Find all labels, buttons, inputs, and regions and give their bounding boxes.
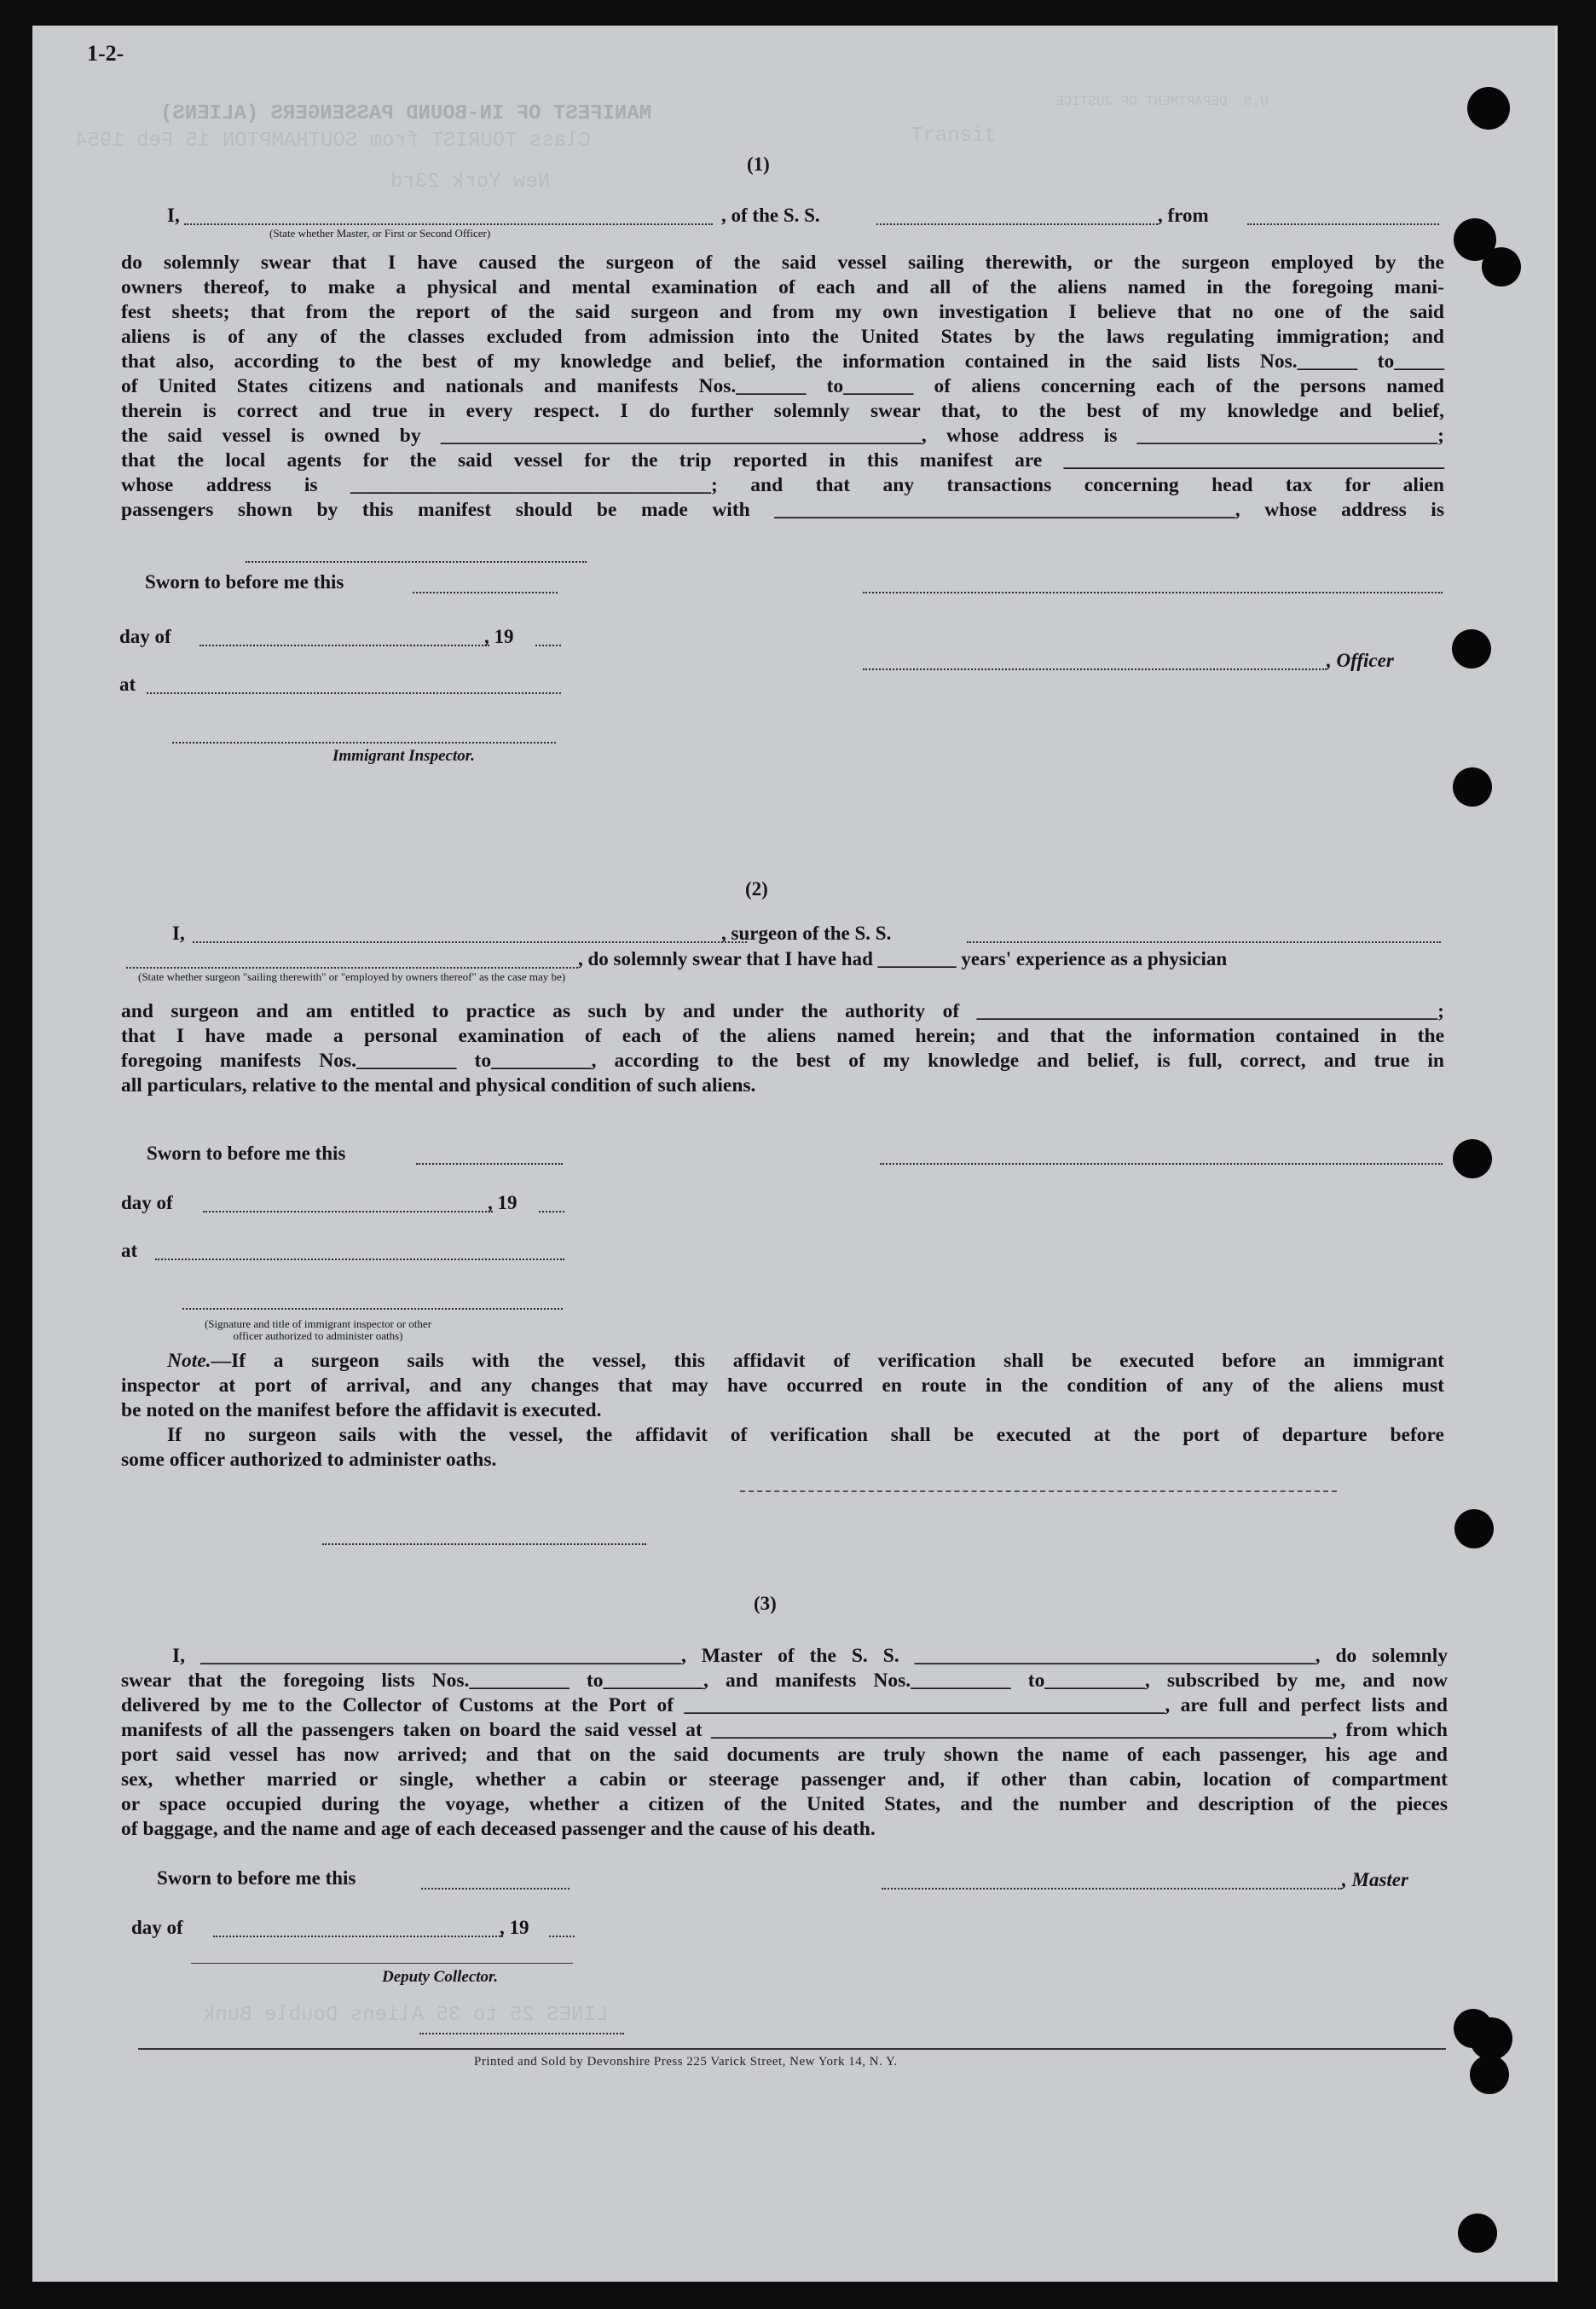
note-line: Note.—If a surgeon sails with the vessel, this affidavit of verification shall be executed before an immigrant (167, 1350, 1444, 1372)
surgeon-swear: , do solemnly swear that I have had ________ years' experience as a physician (578, 948, 1228, 969)
year-label-1: , 19 (484, 626, 514, 647)
sworn-label-1: Sworn to before me this (145, 571, 344, 593)
from-label: , from (1158, 205, 1209, 226)
master-name-line (184, 223, 713, 225)
of-ss-label: , of the S. S. (721, 205, 820, 226)
ghost-dotted-line (322, 1543, 646, 1545)
master-signature-line (882, 1888, 1342, 1889)
officer-label: , Officer (1327, 650, 1394, 671)
oath-line: foregoing manifests Nos.__________ to__________, according to the best of my knowledge and belief, is full, correct, and true in (121, 1050, 1444, 1072)
margin-mark: 1-2- (87, 41, 124, 66)
punch-hole (1453, 1139, 1492, 1178)
day-of-label-3: day of (131, 1917, 183, 1938)
oath-line: and surgeon and am entitled to practice as such by and under the authority of ______________________________________________; (121, 1000, 1444, 1022)
section1-I: I, (167, 205, 180, 226)
oath-line: of baggage, and the name and age of each deceased passenger and the cause of his death. (121, 1818, 876, 1840)
oath-line: of United States citizens and nationals and manifests Nos._______ to_______ of aliens concerning each of the persons named (121, 375, 1444, 397)
punch-hole (1452, 629, 1491, 668)
oath-line: delivered by me to the Collector of Customs at the Port of ________________________________________________, are full and perfect lists and (121, 1694, 1448, 1716)
year-line-3 (549, 1936, 575, 1937)
note-line: If no surgeon sails with the vessel, the affidavit of verification shall be executed at the port of departure before (167, 1424, 1444, 1446)
punch-hole (1467, 87, 1510, 130)
printer-imprint: Printed and Sold by Devonshire Press 225 Varick Street, New York 14, N. Y. (474, 2055, 898, 2069)
surgeon-name-line (193, 941, 747, 943)
sworn-day-line-2 (416, 1163, 563, 1165)
oath-line: that I have made a personal examination of each of the aliens named herein; and that the information contained in the (121, 1025, 1444, 1047)
oath-line: all particulars, relative to the mental and physical condition of such aliens. (121, 1074, 756, 1097)
punch-hole (1470, 2055, 1509, 2094)
oath-line: port said vessel has now arrived; and that on the said documents are truly shown the name of each passenger, his age and (121, 1744, 1448, 1766)
oath-line: passengers shown by this manifest should be made with ______________________________________________, whose address is (121, 499, 1444, 521)
vessel-name-line (876, 223, 1158, 225)
inspector-label: Immigrant Inspector. (332, 747, 475, 765)
sworn-day-line-1 (413, 592, 558, 593)
oath-line: that the local agents for the said vessel for the trip reported in this manifest are ______________________________________ (121, 449, 1444, 472)
oath-line: therein is correct and true in every respect. I do further solemnly swear that, to the best of my knowledge and belief, (121, 400, 1444, 422)
day-of-label-2: day of (121, 1192, 173, 1213)
sworn-day-line-3 (421, 1888, 570, 1889)
at-label-2: at (121, 1240, 138, 1261)
oath-line: I, ________________________________________________, Master of the S. S. ________________________________________, do solemnly (172, 1645, 1448, 1667)
surgeon-of-label: , surgeon of the S. S. (721, 923, 892, 944)
signature-caption: (Signature and title of immigrant inspector or other officer authorized to administer oaths) (204, 1317, 432, 1342)
oath-line: sex, whether married or single, whether a cabin or steerage passenger and, if other than cabin, location of compartment (121, 1768, 1448, 1791)
surgeon-caption: (State whether surgeon "sailing therewith" or "employed by owners thereof" as the case may be) (138, 970, 566, 983)
year-line-2 (539, 1211, 564, 1212)
section3-oath-text (121, 1644, 1448, 1842)
sworn-label-3: Sworn to before me this (157, 1867, 356, 1889)
at-label-1: at (119, 674, 136, 695)
oath-line: do solemnly swear that I have caused the surgeon of the said vessel sailing therewith, or the surgeon employed by the (121, 252, 1444, 274)
note-label: Note. (167, 1350, 211, 1372)
section1-number: (1) (747, 153, 770, 175)
oath-line: whose address is ____________________________________; and that any transactions concerning head tax for alien (121, 474, 1444, 496)
at-line-1 (147, 692, 561, 694)
day-of-line-3 (213, 1936, 503, 1937)
footer-rule (138, 2048, 1446, 2050)
sworn-label-2: Sworn to before me this (147, 1143, 346, 1164)
oath-line: manifests of all the passengers taken on board the said vessel at ______________________________________________________________, from which (121, 1719, 1448, 1741)
footer-dotted-line (419, 2033, 624, 2034)
address-continuation-line (246, 561, 587, 563)
section2-oath-text (121, 999, 1444, 1098)
oath-line: that also, according to the best of my knowledge and belief, the information contained in the said lists Nos.______ to_____ (121, 350, 1444, 373)
day-of-line-2 (203, 1211, 493, 1212)
ghost-subtitle: Class TOURIST from SOUTHAMPTON 15 Feb 1954 (75, 130, 591, 153)
day-of-line-1 (200, 645, 489, 646)
master-label: , Master (1342, 1869, 1408, 1890)
section2-I: I, (172, 923, 185, 944)
ghost-title: MANIFEST OF IN-BOUND PASSENGERS (ALIENS) (160, 102, 652, 125)
ghost-arriving: New York 23rd (390, 171, 551, 194)
surgeon-name-line-2 (126, 967, 578, 969)
year-label-2: , 19 (488, 1192, 518, 1213)
punch-hole (1470, 2017, 1512, 2060)
section2-signature-line (880, 1163, 1443, 1165)
from-port-line (1247, 223, 1439, 225)
ghost-right: U.S. DEPARTMENT OF JUSTICE (1055, 94, 1269, 109)
note-line: be noted on the manifest before the affidavit is executed. (121, 1399, 602, 1421)
punch-hole (1482, 247, 1521, 286)
punch-hole (1458, 2214, 1497, 2253)
oath-line: owners thereof, to make a physical and mental examination of each and all of the aliens named in the foregoing mani- (121, 276, 1444, 298)
note-line: inspector at port of arrival, and any changes that may have occurred en route in the condition of any of the aliens must (121, 1374, 1444, 1397)
manifest-page (32, 26, 1558, 2282)
punch-hole (1454, 1509, 1494, 1548)
oath-line: swear that the foregoing lists Nos.__________ to__________, and manifests Nos.__________ to__________, subscribed by me, and now (121, 1670, 1448, 1692)
note-text (121, 1349, 1444, 1473)
inspector-signature-line (172, 742, 556, 744)
section3-number: (3) (754, 1593, 777, 1614)
section1-oath-text (121, 251, 1444, 523)
deputy-label: Deputy Collector. (382, 1968, 499, 1986)
master-caption: (State whether Master, or First or Second Officer) (269, 227, 491, 240)
officer-signature-line (863, 668, 1327, 670)
oath-line: fest sheets; that from the report of the said surgeon and from my own investigation I believe that no one of the said (121, 301, 1444, 323)
oath-line: the said vessel is owned by ________________________________________________, whose address is ______________________________; (121, 425, 1444, 447)
oath-line: or space occupied during the voyage, whether a citizen of the United States, and the number and description of the pieces (121, 1793, 1448, 1815)
deputy-signature-line (191, 1963, 573, 1964)
oath-line: aliens is of any of the classes excluded from admission into the United States by the laws regulating immigration; and (121, 326, 1444, 348)
ghost-transit: Transit (911, 124, 997, 148)
surgeon-vessel-line (967, 941, 1441, 943)
day-of-label-1: day of (119, 626, 171, 647)
ghost-bottom: LINES 25 to 35 Aliens Double Bunk (203, 2004, 609, 2027)
note-line: some officer authorized to administer oaths. (121, 1449, 497, 1471)
officer-signature-line-top (863, 592, 1443, 593)
ghost-divider (740, 1490, 1337, 1492)
year-label-3: , 19 (500, 1917, 529, 1938)
section2-number: (2) (745, 878, 768, 900)
punch-hole (1453, 767, 1492, 807)
year-line-1 (535, 645, 561, 646)
at-line-2 (155, 1259, 564, 1260)
section2-inspector-line (182, 1308, 563, 1310)
